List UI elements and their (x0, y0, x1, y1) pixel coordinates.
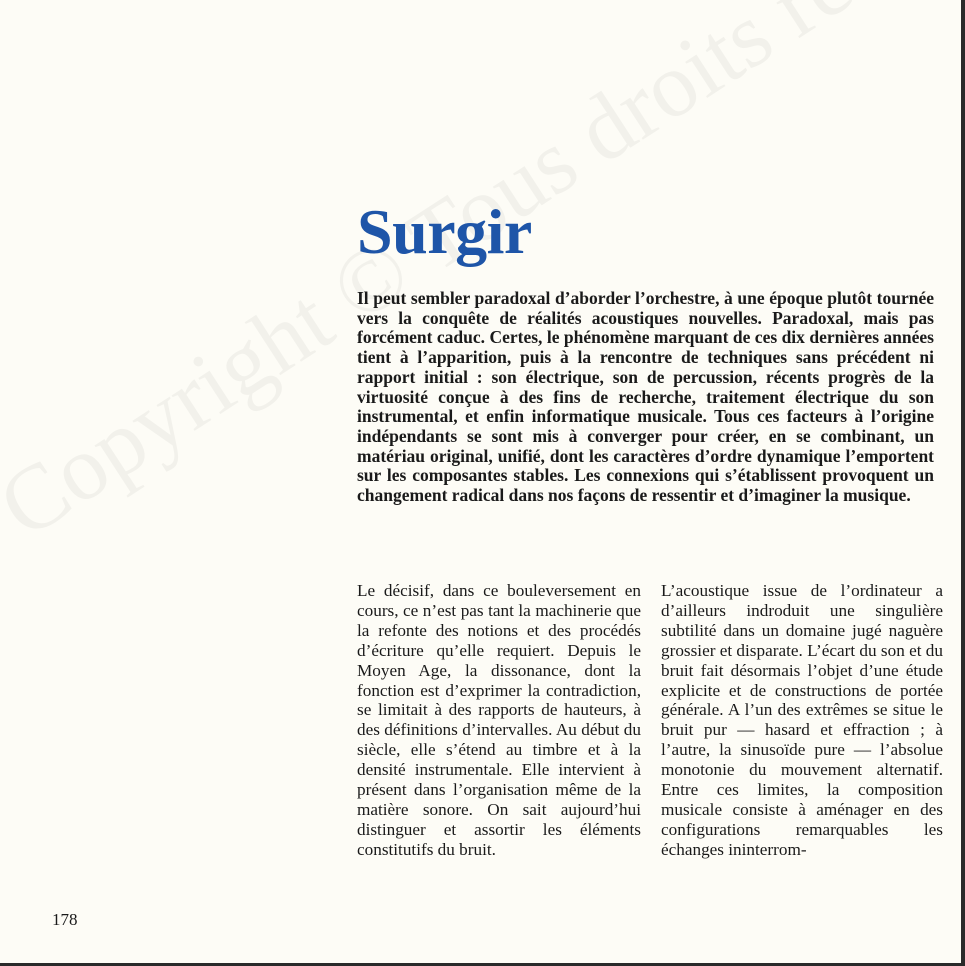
page-title: Surgir (357, 196, 532, 267)
body-column-left: Le décisif, dans ce bouleversement en cours, ce n’est pas tant la machinerie que la refonte des notions et des procédés d’écriture qu’elle requiert. Depuis le Moyen Age, la dissonance, dont la fonction est d’exprimer la contradiction, se limitait à des rapports de hauteurs, à des définitions d’intervalles. Au début du siècle, elle s’étend au timbre et à la densité instrumentale. Elle intervient à présent dans l’organisation même de la matière sonore. On sait aujourd’hui distinguer et assortir les éléments constitutifs du bruit. (357, 581, 641, 859)
lead-paragraph: Il peut sembler paradoxal d’aborder l’orchestre, à une époque plutôt tournée vers la conquête de réalités acoustiques nouvelles. Paradoxal, mais pas forcément caduc. Certes, le phénomène marquant de ces dix dernières années tient à l’apparition, puis à la rencontre de techniques sans précédent ni rapport initial : son électrique, son de percussion, récents progrès de la virtuosité conçue à des fins de recherche, traitement électrique du son instrumental, et enfin informatique musicale. Tous ces facteurs à l’origine indépendants se sont mis à converger pour créer, en se combinant, un matériau original, unifié, dont les caractères d’ordre dynamique l’emportent sur les composantes stables. Les connexions qui s’établissent provoquent un changement radical dans nos façons de ressentir et d’imaginer la musique. (357, 288, 934, 506)
page-edge-right (961, 0, 965, 966)
page-number: 178 (52, 910, 78, 929)
body-column-right: L’acoustique issue de l’ordinateur a d’ailleurs indroduit une singulière subtilité dans un domaine jugé naguère grossier et disparate. L’écart du son et du bruit fait désormais l’objet d’une étude explicite et de constructions de portée générale. A l’un des extrêmes se situe le bruit pur — hasard et effraction ; à l’autre, la sinusoïde pure — l’absolue monotonie du mouvement alternatif. Entre ces limites, la composition musicale consiste à aménager en des configurations remarquables les échanges ininterrom- (661, 581, 943, 859)
